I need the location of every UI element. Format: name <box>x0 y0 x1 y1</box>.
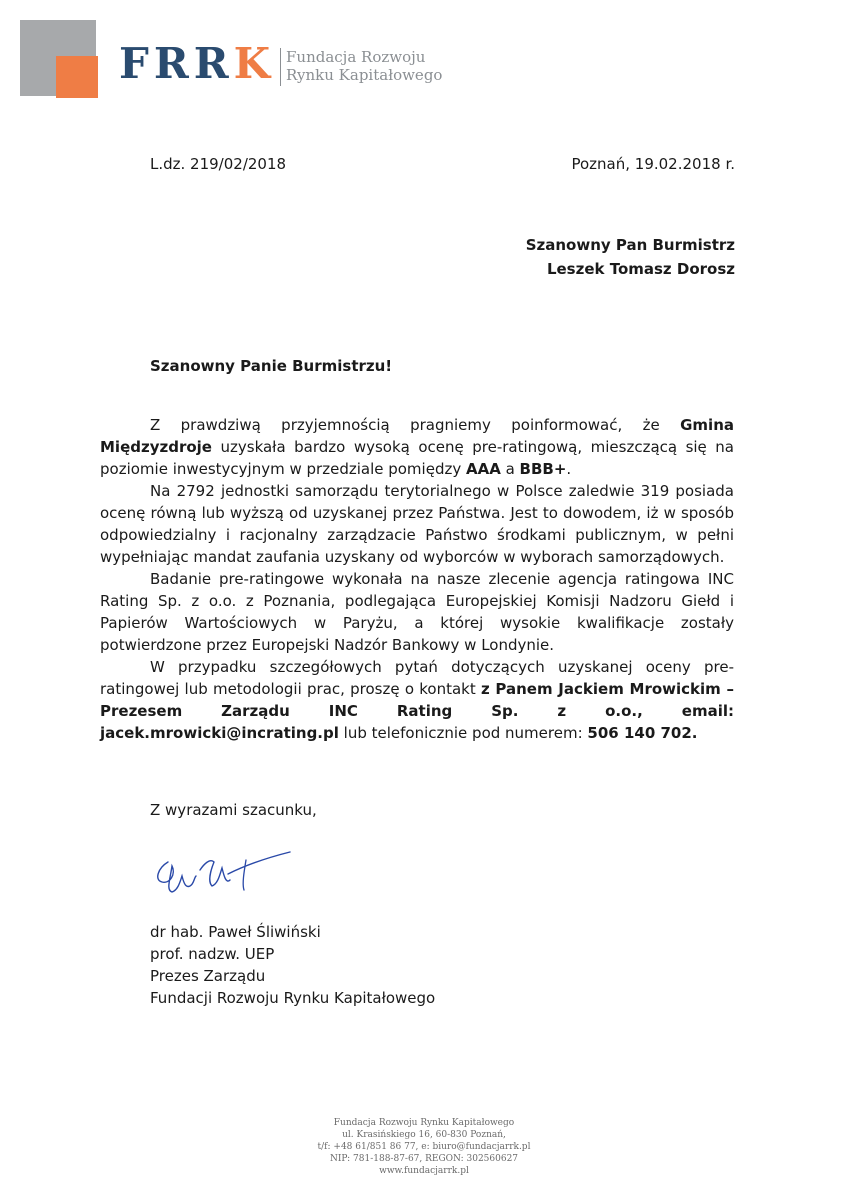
paragraph-4 <box>100 656 734 744</box>
logo-foundation-name <box>286 48 442 84</box>
p4-text-1: W przypadku szczegółowych pytań dotyczących uzyskanej oceny pre-ratingowej lub metodologii prac, proszę o kontakt <box>100 658 734 698</box>
footer-line-1: Fundacja Rozwoju Rynku Kapitałowego <box>333 1118 515 1128</box>
p1-text-3: a <box>500 460 520 478</box>
footer-line-2: ul. Krasińskiego 16, 60-830 Poznań, <box>342 1130 506 1140</box>
signer-position: Prezes Zarządu <box>150 967 266 985</box>
paragraph-1 <box>100 414 734 480</box>
logo-letters <box>119 40 275 88</box>
frrk-logo <box>20 20 450 100</box>
footer-line-5: www.fundacjarrk.pl <box>379 1166 469 1176</box>
signer-title: prof. nadzw. UEP <box>150 945 275 963</box>
p4-bold-contact: z Panem Jackiem Mrowickim – Prezesem Zarządu INC Rating Sp. z o.o., email: jacek.mrowicki@incrating.pl <box>100 680 734 742</box>
handwritten-signature <box>150 840 300 900</box>
paragraph-2: Na 2792 jednostki samorządu terytorialnego w Polsce zaledwie 319 posiada ocenę równą lub wyższą od uzyskanej przez Państwa. Jest to dowodem, iż w sposób odpowiedzialny i racjonalny zarządzacie Państwo środkami publicznym, w pełni wypełniając mandat zaufania uzyskany od wyborców w wyborach samorządowych. <box>100 482 734 566</box>
recipient-block <box>526 233 735 281</box>
logo-letters-main: FRR <box>119 39 234 88</box>
footer-line-4: NIP: 781-188-87-67, REGON: 302560627 <box>329 1154 519 1164</box>
p4-bold-phone: 506 140 702. <box>587 724 698 742</box>
p4-text-2: lub telefonicznie pod numerem: <box>338 724 588 742</box>
place-and-date: Poznań, 19.02.2018 r. <box>571 155 735 173</box>
signer-organization: Fundacji Rozwoju Rynku Kapitałowego <box>150 989 436 1007</box>
footer-address <box>0 1117 848 1177</box>
logo-letter-k: K <box>233 39 276 88</box>
reference-number: L.dz. 219/02/2018 <box>150 155 287 173</box>
p1-bold-aaa: AAA <box>465 460 501 478</box>
signer-name: dr hab. Paweł Śliwiński <box>150 923 321 941</box>
p1-text-2: uzyskała bardzo wysoką ocenę pre-ratingową, mieszczącą się na poziomie inwestycyjnym w przedziale pomiędzy <box>100 438 734 478</box>
p1-text-4: . <box>566 460 572 478</box>
signer-block <box>150 921 435 1009</box>
logo-orange-square <box>56 56 98 98</box>
logo-divider <box>280 48 281 86</box>
paragraph-3: Badanie pre-ratingowe wykonała na nasze zlecenie agencja ratingowa INC Rating Sp. z o.o. z Poznania, podlegająca Europejskiej Komisji Nadzoru Giełd i Papierów Wartościowych w Paryżu, a której wysokie kwalifikacje zostały potwierdzone przez Europejski Nadzór Bankowy w Londynie. <box>100 570 734 654</box>
closing: Z wyrazami szacunku, <box>150 801 317 819</box>
logo-name-line2: Rynku Kapitałowego <box>286 66 443 84</box>
recipient-title: Szanowny Pan Burmistrz <box>525 236 735 254</box>
salutation: Szanowny Panie Burmistrzu! <box>150 357 393 375</box>
p1-bold-municipality: Gmina Międzyzdroje <box>100 416 734 456</box>
p1-text-1: Z prawdziwą przyjemnością pragniemy poinformować, że <box>150 416 681 434</box>
footer-line-3: t/f: +48 61/851 86 77, e: biuro@fundacjarrk.pl <box>317 1142 531 1152</box>
letter-body <box>100 414 734 744</box>
logo-name-line1: Fundacja Rozwoju <box>286 48 426 66</box>
recipient-name: Leszek Tomasz Dorosz <box>546 260 735 278</box>
p1-bold-bbb: BBB+ <box>519 460 567 478</box>
